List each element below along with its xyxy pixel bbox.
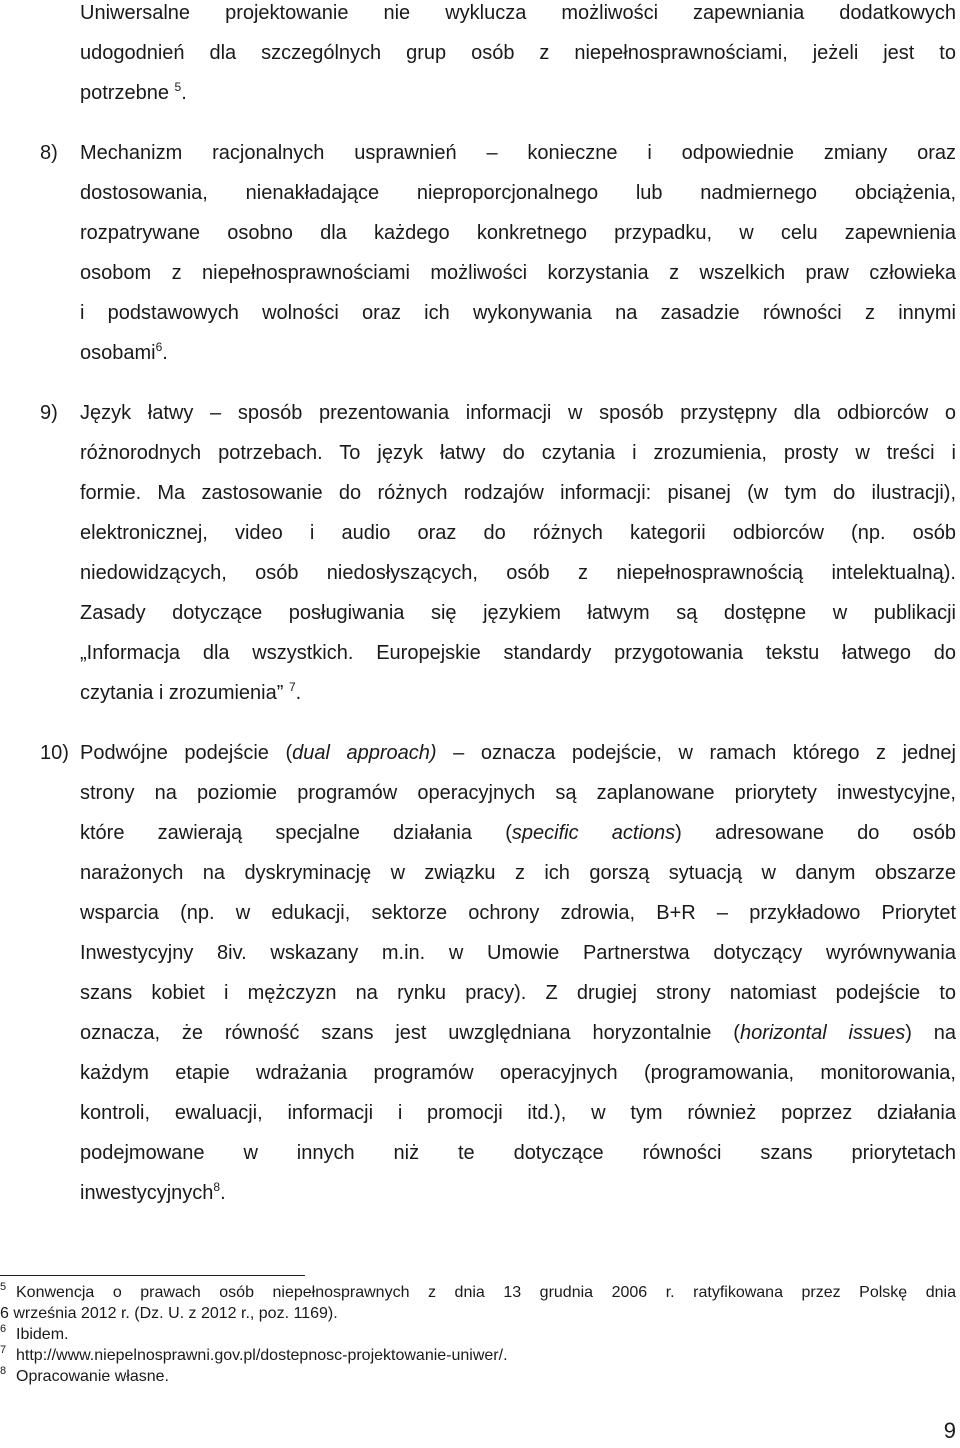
text-line: narażonych na dyskryminację w związku z ich gorszą sytuacją w danym obszarze (80, 862, 956, 884)
text-line: kontroli, ewaluacji, informacji i promocji itd.), w tym również poprzez działania (80, 1102, 956, 1124)
page-number: 9 (943, 1418, 956, 1443)
text-line (80, 813, 956, 853)
text-line: Mechanizm racjonalnych usprawnień – konieczne i odpowiednie zmiany oraz (80, 142, 956, 164)
text-line: każdym etapie wdrażania programów operacyjnych (programowania, monitorowania, (80, 1062, 956, 1084)
text-line: niedowidzących, osób niedosłyszących, osób z niepełnosprawnością intelektualną). (80, 562, 956, 584)
text-line: udogodnień dla szczególnych grup osób z niepełnosprawnościami, jeżeli jest to (80, 42, 956, 64)
text-run: . (220, 1182, 226, 1204)
text-line: Zasady dotyczące posługiwania się językiem łatwym są dostępne w publikacji (80, 602, 956, 624)
text-run: . (295, 682, 302, 704)
text-line (80, 673, 956, 713)
footnote-6: 6 Ibidem. (0, 1323, 69, 1343)
item-number: 8) (40, 142, 58, 164)
text-run: potrzebne (80, 82, 169, 104)
text-line (80, 1013, 956, 1053)
footnote-text: Opracowanie własne. (16, 1368, 169, 1385)
text-run: czytania i zrozumienia” (80, 682, 284, 704)
text-line: różnorodnych potrzebach. To język łatwy do czytania i zrozumienia, prosty w treści i (80, 442, 956, 464)
footnote-text: Konwencja o prawach osób niepełnosprawnych z dnia 13 grudnia 2006 r. ratyfikowana przez Polskę dnia (16, 1284, 956, 1301)
intro-paragraph (80, 0, 956, 113)
emphasis-text: dual approach) (292, 742, 437, 764)
footnote-5-continued: 6 września 2012 r. (Dz. U. z 2012 r., poz. 1169). (0, 1305, 338, 1322)
text-line: formie. Ma zastosowanie do różnych rodzajów informacji: pisanej (w tym do ilustracji), (80, 482, 956, 504)
text-line: elektronicznej, video i audio oraz do różnych kategorii odbiorców (np. osób (80, 522, 956, 544)
text-line: rozpatrywane osobno dla każdego konkretnego przypadku, w celu zapewnienia (80, 222, 956, 244)
item-number: 9) (40, 402, 58, 424)
text-run: ) na (905, 1022, 956, 1044)
text-line: Inwestycyjny 8iv. wskazany m.in. w Umowie Partnerstwa dotyczący wyrównywania (80, 942, 956, 964)
emphasis-text: horizontal issues (739, 1022, 906, 1044)
footnote-ref[interactable]: 7 (288, 680, 296, 694)
text-run: . (181, 82, 187, 104)
emphasis-text: specific actions (511, 822, 676, 844)
footnote-text: Ibidem. (16, 1326, 69, 1343)
footnote-7: 7 http://www.niepelnosprawni.gov.pl/dostepnosc-projektowanie-uniwer/. (0, 1344, 508, 1364)
text-line: strony na poziomie programów operacyjnych są zaplanowane priorytety inwestycyjne, (80, 782, 956, 804)
footnote-ref[interactable]: 8 (213, 1180, 221, 1194)
text-line (80, 733, 956, 773)
text-line: wsparcia (np. w edukacji, sektorze ochrony zdrowia, B+R – przykładowo Priorytet (80, 902, 956, 924)
text-run: . (162, 342, 168, 364)
text-line: i podstawowych wolności oraz ich wykonywania na zasadzie równości z innymi (80, 302, 956, 324)
footnote-5: 5 Konwencja o prawach osób niepełnosprawnych z dnia 13 grudnia 2006 r. ratyfikowana przez Polskę dnia (0, 1281, 956, 1301)
definition-item-9 (80, 393, 956, 713)
definition-item-10 (80, 733, 956, 1213)
footnote-8: 8 Opracowanie własne. (0, 1365, 169, 1385)
text-run: oznacza, że równość szans jest uwzględniana horyzontalnie ( (80, 1022, 740, 1044)
footnote-link[interactable]: http://www.niepelnosprawni.gov.pl/dostepnosc-projektowanie-uniwer/. (16, 1347, 508, 1364)
text-run: Podwójne podejście ( (80, 742, 293, 764)
text-run: osobami (80, 342, 156, 364)
definition-item-8 (80, 133, 956, 373)
text-run: ) adresowane do osób (675, 822, 956, 844)
footnote-ref[interactable]: 5 (174, 80, 182, 94)
text-line: dostosowania, nienakładające nieproporcjonalnego lub nadmiernego obciążenia, (80, 182, 956, 204)
text-line (80, 333, 956, 373)
footnotes (0, 1282, 956, 1387)
text-line: osobom z niepełnosprawnościami możliwości korzystania z wszelkich praw człowieka (80, 262, 956, 284)
text-run: inwestycyjnych (80, 1182, 214, 1204)
text-line: podejmowane w innych niż te dotyczące równości szans priorytetach (80, 1142, 956, 1164)
text-line: „Informacja dla wszystkich. Europejskie standardy przygotowania tekstu łatwego do (80, 642, 956, 664)
text-line: Język łatwy – sposób prezentowania informacji w sposób przystępny dla odbiorców o (80, 402, 956, 424)
text-run: które zawierają specjalne działania ( (80, 822, 512, 844)
footnote-separator (0, 1275, 305, 1276)
text-line: szans kobiet i mężczyzn na rynku pracy). Z drugiej strony natomiast podejście to (80, 982, 956, 1004)
text-line: Uniwersalne projektowanie nie wyklucza możliwości zapewniania dodatkowych (80, 2, 956, 24)
text-line (80, 73, 956, 113)
text-run: – oznacza podejście, w ramach którego z jednej (436, 742, 956, 764)
item-number: 10) (40, 742, 69, 764)
text-line (80, 1173, 956, 1213)
footnote-ref[interactable]: 6 (155, 340, 163, 354)
